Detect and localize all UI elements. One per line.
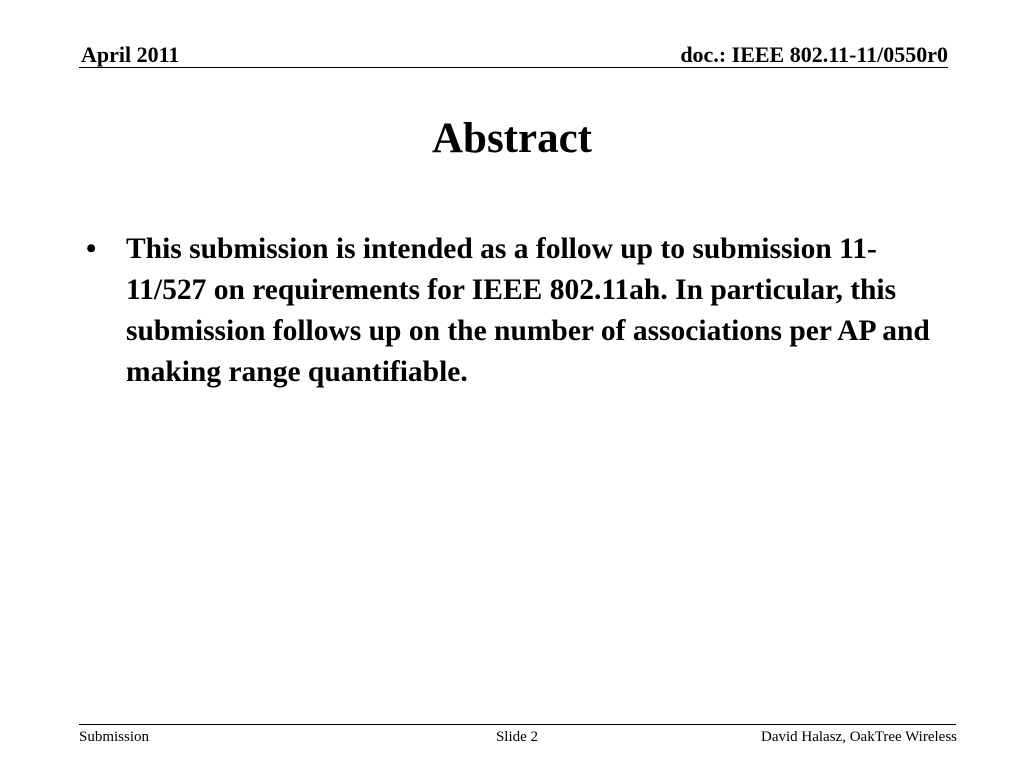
footer-divider	[79, 724, 956, 725]
bullet-item	[86, 229, 936, 393]
footer-author: David Halasz, OakTree Wireless	[760, 729, 957, 745]
footer-submission: Submission	[79, 729, 150, 745]
bullet-text: This submission is intended as a follow up to submission 11-11/527 on requirements for IEEE 802.11ah. In particular, this submission follows up on the number of associations per AP and making range quantifiable.	[126, 233, 930, 388]
header-divider	[79, 67, 948, 68]
footer-slide-number: Slide 2	[495, 729, 539, 745]
slide-title: Abstract	[431, 115, 592, 162]
bullet-list	[86, 229, 936, 393]
header-date: April 2011	[81, 42, 180, 67]
header-doc-id: doc.: IEEE 802.11-11/0550r0	[680, 42, 948, 67]
bullet-icon: •	[86, 233, 97, 265]
